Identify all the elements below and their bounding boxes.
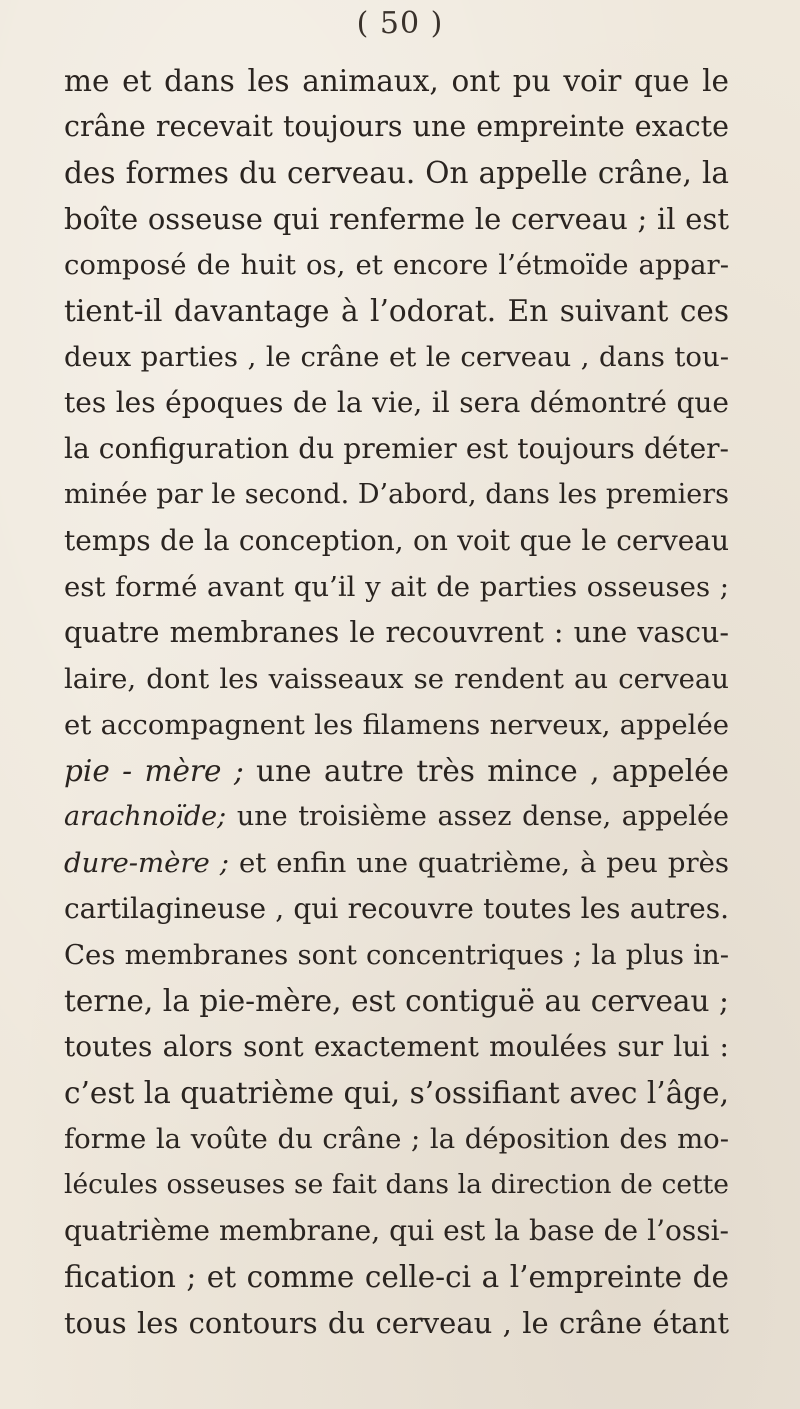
term-arachnoide: arachnoïde; bbox=[64, 801, 227, 832]
text-line: arachnoïde; une troisième assez dense, appelée bbox=[64, 801, 729, 832]
text-line: quatrième membrane, qui est la base de l’ossi- bbox=[64, 1214, 729, 1247]
text-line: boîte osseuse qui renferme le cerveau ; il est bbox=[64, 202, 729, 236]
page-number: ( 50 ) bbox=[356, 6, 444, 41]
text-line: terne, la pie-mère, est contiguë au cerveau ; bbox=[64, 984, 729, 1018]
text-line: dure-mère ; et enfin une quatrième, à peu près bbox=[64, 847, 729, 879]
text-line: des formes du cerveau. On appelle crâne, la bbox=[64, 156, 729, 190]
text-line: est formé avant qu’il y ait de parties osseuses ; bbox=[64, 571, 729, 603]
text-line: pie - mère ; une autre très mince , appelée bbox=[64, 754, 729, 788]
text-line: forme la voûte du crâne ; la déposition des mo- bbox=[64, 1123, 729, 1155]
term-pie-mere: pie - mère ; bbox=[64, 754, 244, 788]
text-line: quatre membranes le recouvrent : une vascu- bbox=[64, 616, 729, 649]
text-line: lécules osseuses se fait dans la direction de cette bbox=[64, 1169, 729, 1200]
text-line: c’est la quatrième qui, s’ossifiant avec l’âge, bbox=[64, 1076, 729, 1110]
text-line: temps de la conception, on voit que le cerveau bbox=[64, 524, 729, 557]
text-line: minée par le second. D’abord, dans les premiers bbox=[64, 479, 729, 510]
text-line: tes les époques de la vie, il sera démontré que bbox=[64, 386, 729, 419]
term-dure-mere: dure-mère ; bbox=[64, 847, 230, 879]
text-line: et accompagnent les filamens nerveux, appelée bbox=[64, 709, 729, 741]
text-line: tous les contours du cerveau , le crâne étant bbox=[64, 1306, 729, 1340]
text-line: toutes alors sont exactement moulées sur lui : bbox=[64, 1030, 729, 1063]
text-line: Ces membranes sont concentriques ; la plus in- bbox=[64, 939, 729, 971]
text-line: deux parties , le crâne et le cerveau , dans tou- bbox=[64, 341, 729, 373]
text-line: tient-il davantage à l’odorat. En suivant ces bbox=[64, 294, 729, 328]
text-line: fication ; et comme celle-ci a l’empreinte de bbox=[64, 1260, 729, 1294]
text-line: composé de huit os, et encore l’étmoïde appar- bbox=[64, 249, 729, 281]
text-line: cartilagineuse , qui recouvre toutes les autres. bbox=[64, 892, 729, 925]
text-line: me et dans les animaux, ont pu voir que le bbox=[64, 64, 729, 98]
text-line: la configuration du premier est toujours déter- bbox=[64, 432, 729, 465]
text-line: crâne recevait toujours une empreinte exacte bbox=[64, 110, 729, 143]
text-line: laire, dont les vaisseaux se rendent au cerveau bbox=[64, 663, 729, 695]
